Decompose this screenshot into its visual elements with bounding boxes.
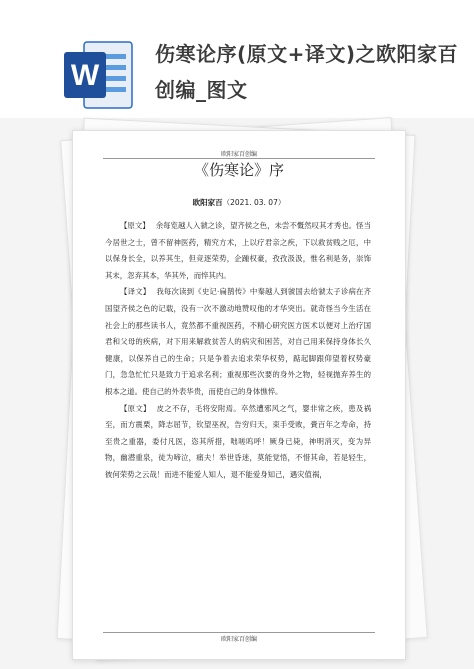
document-title: 《伤寒论》序 xyxy=(193,161,284,179)
paragraph-label: 【译文】 xyxy=(120,287,151,297)
paragraph-text: 我每次读到《史记·扁鹊传》中秦越人到虢国去给虢太子诊病在齐国望齐侯之色的记载，没有一次不激动地赞叹他的才华突出。就奇怪当今生活在社会上的那些读书人，竟然都不重视医药，不精心研究医方医术以便对上治疗国君和父母的疾病，对下用来解救贫苦人的病灾和困苦，对自己用来保持身体长久健康，以保养自己的生命；只是争着去追求荣华权势，踮起脚跟仰望着权势豪门，急急忙忙只是致力于追求名利；重视那些次要的身外之物，轻视抛弃养生的根本之道。使自己的外表华贵，而使自己的身体憔悴。 xyxy=(105,287,371,396)
author-name: 欧阳家百 xyxy=(192,198,223,207)
paragraph-label: 【原文】 xyxy=(120,221,150,230)
footer-divider xyxy=(103,632,375,633)
paragraph xyxy=(105,401,371,484)
document-body xyxy=(105,218,371,484)
author-date: （2021. 03. 07） xyxy=(222,198,286,207)
paragraph xyxy=(105,284,371,400)
page-title: 伤寒论序(原文+译文)之欧阳家百创编_图文 xyxy=(155,42,459,102)
paragraph xyxy=(105,218,371,284)
page-header: 欧阳家百创编 xyxy=(220,151,257,158)
page-footer: 欧阳家百创编 xyxy=(220,636,257,643)
paragraph-label: 【原文】 xyxy=(120,403,151,413)
paragraph-text: 皮之不存，毛将安附焉。卒然遭邪风之气，婴非常之疾，患及祸至，而方震栗，降志屈节，钦望巫祝，告穷归天，束手受败，賫百年之寿命，持至贵之重器，委付凡医，恣其所措，咄嗟呜呼！厥身已毙，神明消灭，变为异物，幽潜重泉，徒为啼泣，痛夫！举世昏迷，莫能觉悟，不惜其命，若是轻生，彼何荣势之云哉！而进不能爱人知人，退不能爱身知己，遇灾值祸， xyxy=(105,403,371,479)
svg-text:W: W xyxy=(70,59,100,92)
banner xyxy=(0,0,474,120)
word-document-icon xyxy=(62,40,134,110)
author-line xyxy=(73,197,405,208)
paragraph-text: 余每览越人入虢之诊，望齐侯之色，未尝不慨然叹其才秀也。怪当今居世之士，曾不留神医药，精究方术，上以疗君亲之疾，下以救贫贱之厄，中以保身长全，以养其生，但竞逐荣势，企踵权豪，孜孜汲汲，惟名利是务，崇饰其末，忽弃其本，华其外，而悴其内。 xyxy=(105,221,371,280)
document-page xyxy=(72,130,406,660)
